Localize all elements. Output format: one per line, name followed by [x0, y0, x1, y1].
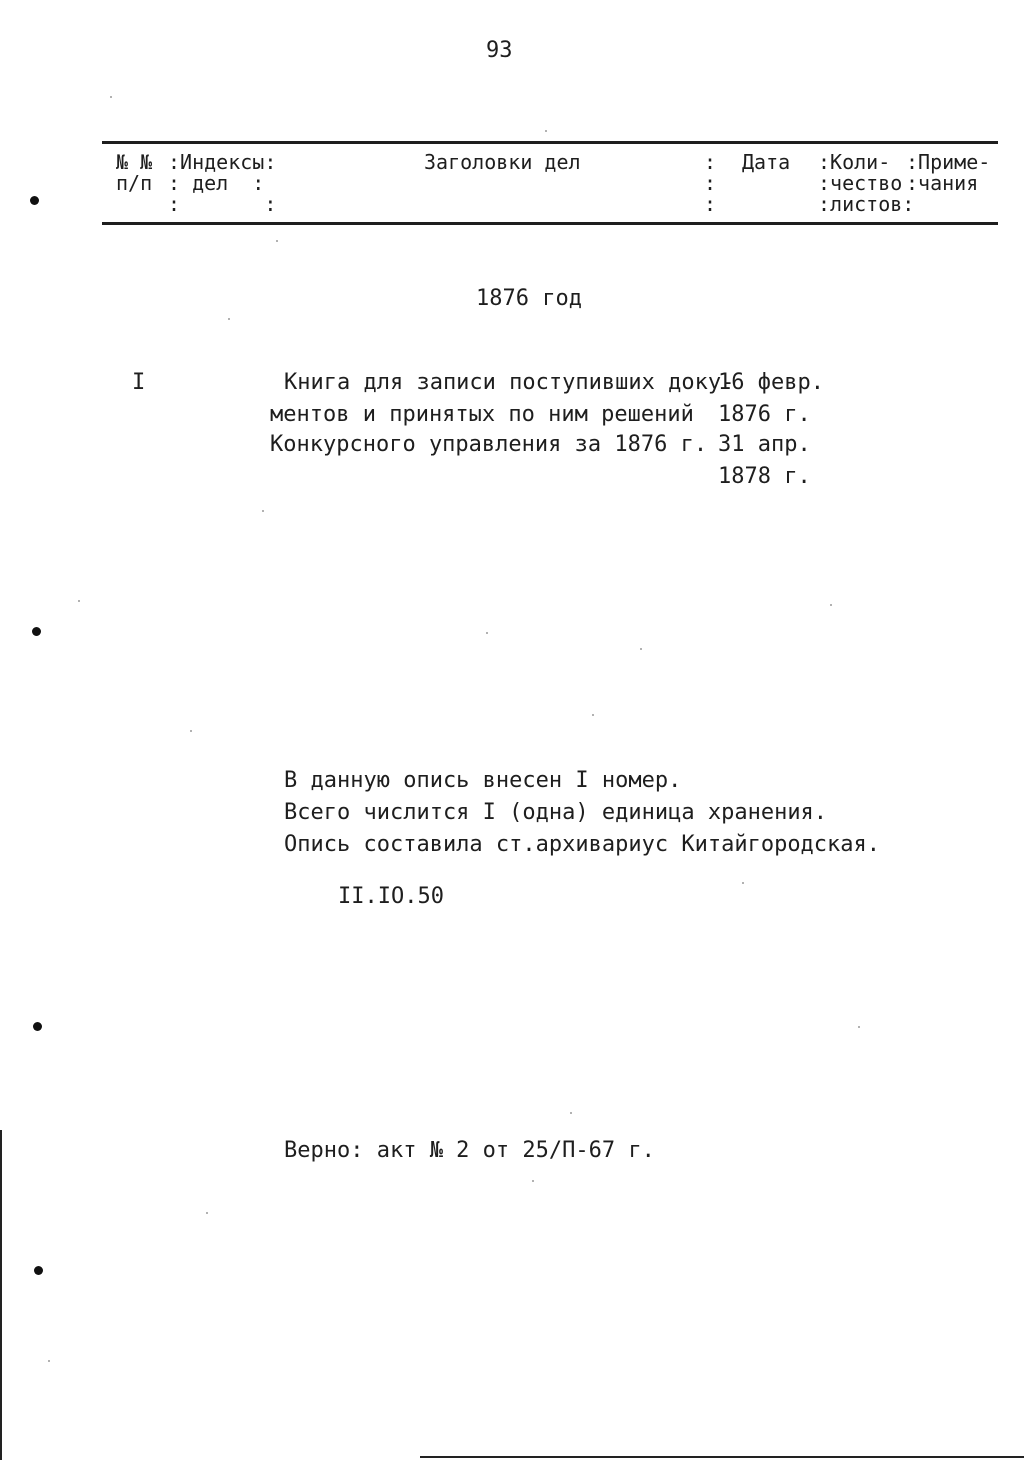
scan-speck	[78, 600, 80, 602]
entry-title-line: Книга для записи поступивших доку-	[284, 370, 735, 395]
scan-speck	[640, 648, 642, 650]
scan-speck	[190, 730, 192, 732]
header-col-count-line2: :чество	[818, 171, 903, 195]
header-col-index-line2: : дел :	[168, 171, 265, 195]
binding-hole	[33, 1022, 42, 1031]
header-top-rule	[102, 141, 998, 144]
scan-speck	[262, 510, 264, 512]
entry-number: I	[132, 370, 146, 395]
entry-title-line: ментов и принятых по ним решений	[270, 402, 694, 427]
header-col-date: Дата	[742, 150, 791, 174]
year-heading: 1876 год	[476, 286, 582, 311]
header-col-notes-line2: :чания	[906, 171, 979, 195]
header-col-number-line2: п/п	[116, 171, 153, 195]
scan-speck	[276, 240, 278, 242]
scan-speck	[110, 96, 112, 98]
header-col-notes-line1: :Приме-	[906, 150, 991, 174]
header-col-number-line1: № №	[116, 150, 153, 174]
scan-speck	[545, 130, 547, 132]
header-bottom-rule	[102, 222, 998, 225]
scan-speck	[48, 1360, 50, 1362]
summary-line: Опись составила ст.архивариус Китайгородская.	[284, 832, 881, 857]
entry-title-line: Конкурсного управления за 1876 г.	[270, 432, 708, 457]
header-col-index-line1: :Индексы:	[168, 150, 277, 174]
entry-date-line: 31 апр.	[718, 432, 811, 457]
header-col-count-line3: :листов:	[818, 192, 915, 216]
page-edge-line	[0, 1130, 2, 1460]
summary-line: В данную опись внесен I номер.	[284, 768, 682, 793]
scan-speck	[486, 632, 488, 634]
scan-speck	[532, 1180, 534, 1182]
scan-speck	[830, 604, 832, 606]
scan-speck	[592, 714, 594, 716]
scan-speck	[228, 318, 230, 320]
entry-date-line: 1878 г.	[718, 464, 811, 489]
entry-date-line: 16 февр.	[718, 370, 824, 395]
binding-hole	[32, 627, 41, 636]
verification-note: Верно: акт № 2 от 25/П-67 г.	[284, 1138, 655, 1163]
scan-speck	[570, 1112, 572, 1114]
scan-speck	[206, 1212, 208, 1214]
binding-hole	[30, 196, 39, 205]
scan-speck	[742, 882, 744, 884]
header-separator: :	[704, 150, 717, 174]
summary-date: II.IO.50	[338, 884, 444, 909]
header-col-count-line1: :Коли-	[818, 150, 891, 174]
header-separator: :	[704, 171, 717, 195]
scan-speck	[858, 1026, 860, 1028]
header-col-index-line3: : :	[168, 192, 277, 216]
binding-hole	[34, 1266, 43, 1275]
entry-date-line: 1876 г.	[718, 402, 811, 427]
header-col-title: Заголовки дел	[424, 150, 581, 174]
header-separator: :	[704, 192, 717, 216]
page-number: 93	[486, 38, 513, 63]
page-edge-line	[420, 1456, 1024, 1458]
summary-line: Всего числится I (одна) единица хранения.	[284, 800, 828, 825]
